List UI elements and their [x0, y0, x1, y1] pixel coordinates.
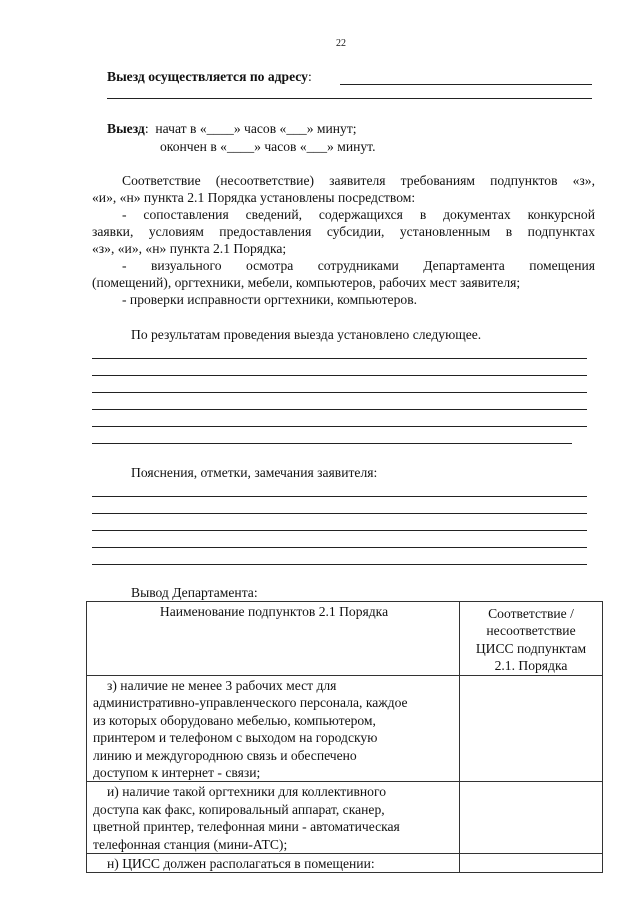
- table-row: [87, 676, 603, 782]
- row-i-compliance-cell[interactable]: [460, 782, 603, 854]
- row-n-text-cell: [87, 854, 460, 873]
- address-colon: :: [307, 69, 312, 84]
- conclusion-label: Вывод Департамента:: [131, 585, 258, 600]
- results-blank-line: [92, 443, 572, 444]
- row-z-line: административно-управленческого персонала, каждое: [93, 695, 408, 711]
- row-z-text-cell: [87, 676, 460, 782]
- compliance-line-5: - визуального осмотра сотрудниками Департамента помещения: [122, 258, 595, 273]
- explanations-label: Пояснения, отметки, замечания заявителя:: [131, 465, 378, 480]
- address-label-row: [107, 69, 312, 85]
- row-i-line: и) наличие такой оргтехники для коллективного: [107, 784, 386, 800]
- trip-start-row: Выезд: начат в «____» часов «___» минут;: [107, 121, 357, 136]
- explanations-blank-line: [92, 513, 587, 514]
- results-label: По результатам проведения выезда установлено следующее.: [131, 327, 482, 342]
- header-right-line: несоответствие: [486, 623, 576, 639]
- explanations-blank-line: [92, 564, 587, 565]
- header-right-line: Соответствие /: [488, 606, 574, 621]
- results-blank-line: [92, 358, 587, 359]
- compliance-line-4: «з», «и», «н» пункта 2.1 Порядка;: [92, 241, 287, 256]
- results-blank-line: [92, 409, 587, 410]
- results-blank-line: [92, 426, 587, 427]
- compliance-line-6: (помещений), оргтехники, мебели, компьютеров, рабочих мест заявителя;: [92, 275, 521, 290]
- address-label: Выезд осуществляется по адресу: [107, 69, 308, 84]
- header-cell-subpoints: [87, 602, 460, 676]
- row-z-line: из которых оборудовано мебелью, компьютером,: [93, 712, 376, 728]
- compliance-line-0: Соответствие (несоответствие) заявителя требованиям подпунктов «з»,: [122, 173, 595, 188]
- table-row: [87, 782, 603, 854]
- page-number: 22: [336, 38, 346, 49]
- header-right-line: ЦИСС подпунктам: [475, 640, 587, 656]
- explanations-blank-line: [92, 496, 587, 497]
- compliance-line-1: «и», «н» пункта 2.1 Порядка установлены посредством:: [92, 190, 416, 205]
- row-z-line: доступом к интернет - связи;: [93, 765, 261, 781]
- trip-label: Выезд: [107, 121, 145, 136]
- row-z-line: линию и междугороднюю связь и обеспечено: [93, 747, 357, 763]
- compliance-line-3: заявки, условиям предоставления субсидии, установленным в подпунктах: [92, 224, 595, 239]
- results-blank-line: [92, 375, 587, 376]
- trip-started-text: начат в «____» часов «___» минут;: [155, 121, 357, 136]
- explanations-blank-line: [92, 547, 587, 548]
- header-left-text: Наименование подпунктов 2.1 Порядка: [159, 604, 389, 619]
- table-header-row: [87, 602, 603, 676]
- trip-end-text: окончен в «____» часов «___» минут.: [160, 139, 376, 154]
- row-n-line: н) ЦИСС должен располагаться в помещении:: [107, 856, 375, 872]
- row-z-compliance-cell[interactable]: [460, 676, 603, 782]
- address-blank-line-1: [340, 84, 592, 85]
- row-i-line: телефонная станция (мини-АТС);: [93, 836, 288, 852]
- explanations-blank-line: [92, 530, 587, 531]
- row-z-line: принтером и телефоном с выходом на городскую: [93, 730, 378, 746]
- conclusion-table: [86, 601, 603, 873]
- table-row: [87, 854, 603, 873]
- header-cell-compliance: [460, 602, 603, 676]
- row-n-compliance-cell[interactable]: [460, 854, 603, 873]
- row-i-line: доступа как факс, копировальный аппарат, сканер,: [93, 801, 385, 817]
- address-blank-line-2: [107, 98, 592, 99]
- compliance-line-7: - проверки исправности оргтехники, компьютеров.: [122, 292, 418, 307]
- compliance-line-2: - сопоставления сведений, содержащихся в документах конкурсной: [122, 207, 595, 222]
- row-z-line: з) наличие не менее 3 рабочих мест для: [107, 678, 337, 693]
- row-i-text-cell: [87, 782, 460, 854]
- results-blank-line: [92, 392, 587, 393]
- header-right-line: 2.1. Порядка: [494, 658, 568, 674]
- row-i-line: цветной принтер, телефонная мини - автоматическая: [93, 819, 400, 835]
